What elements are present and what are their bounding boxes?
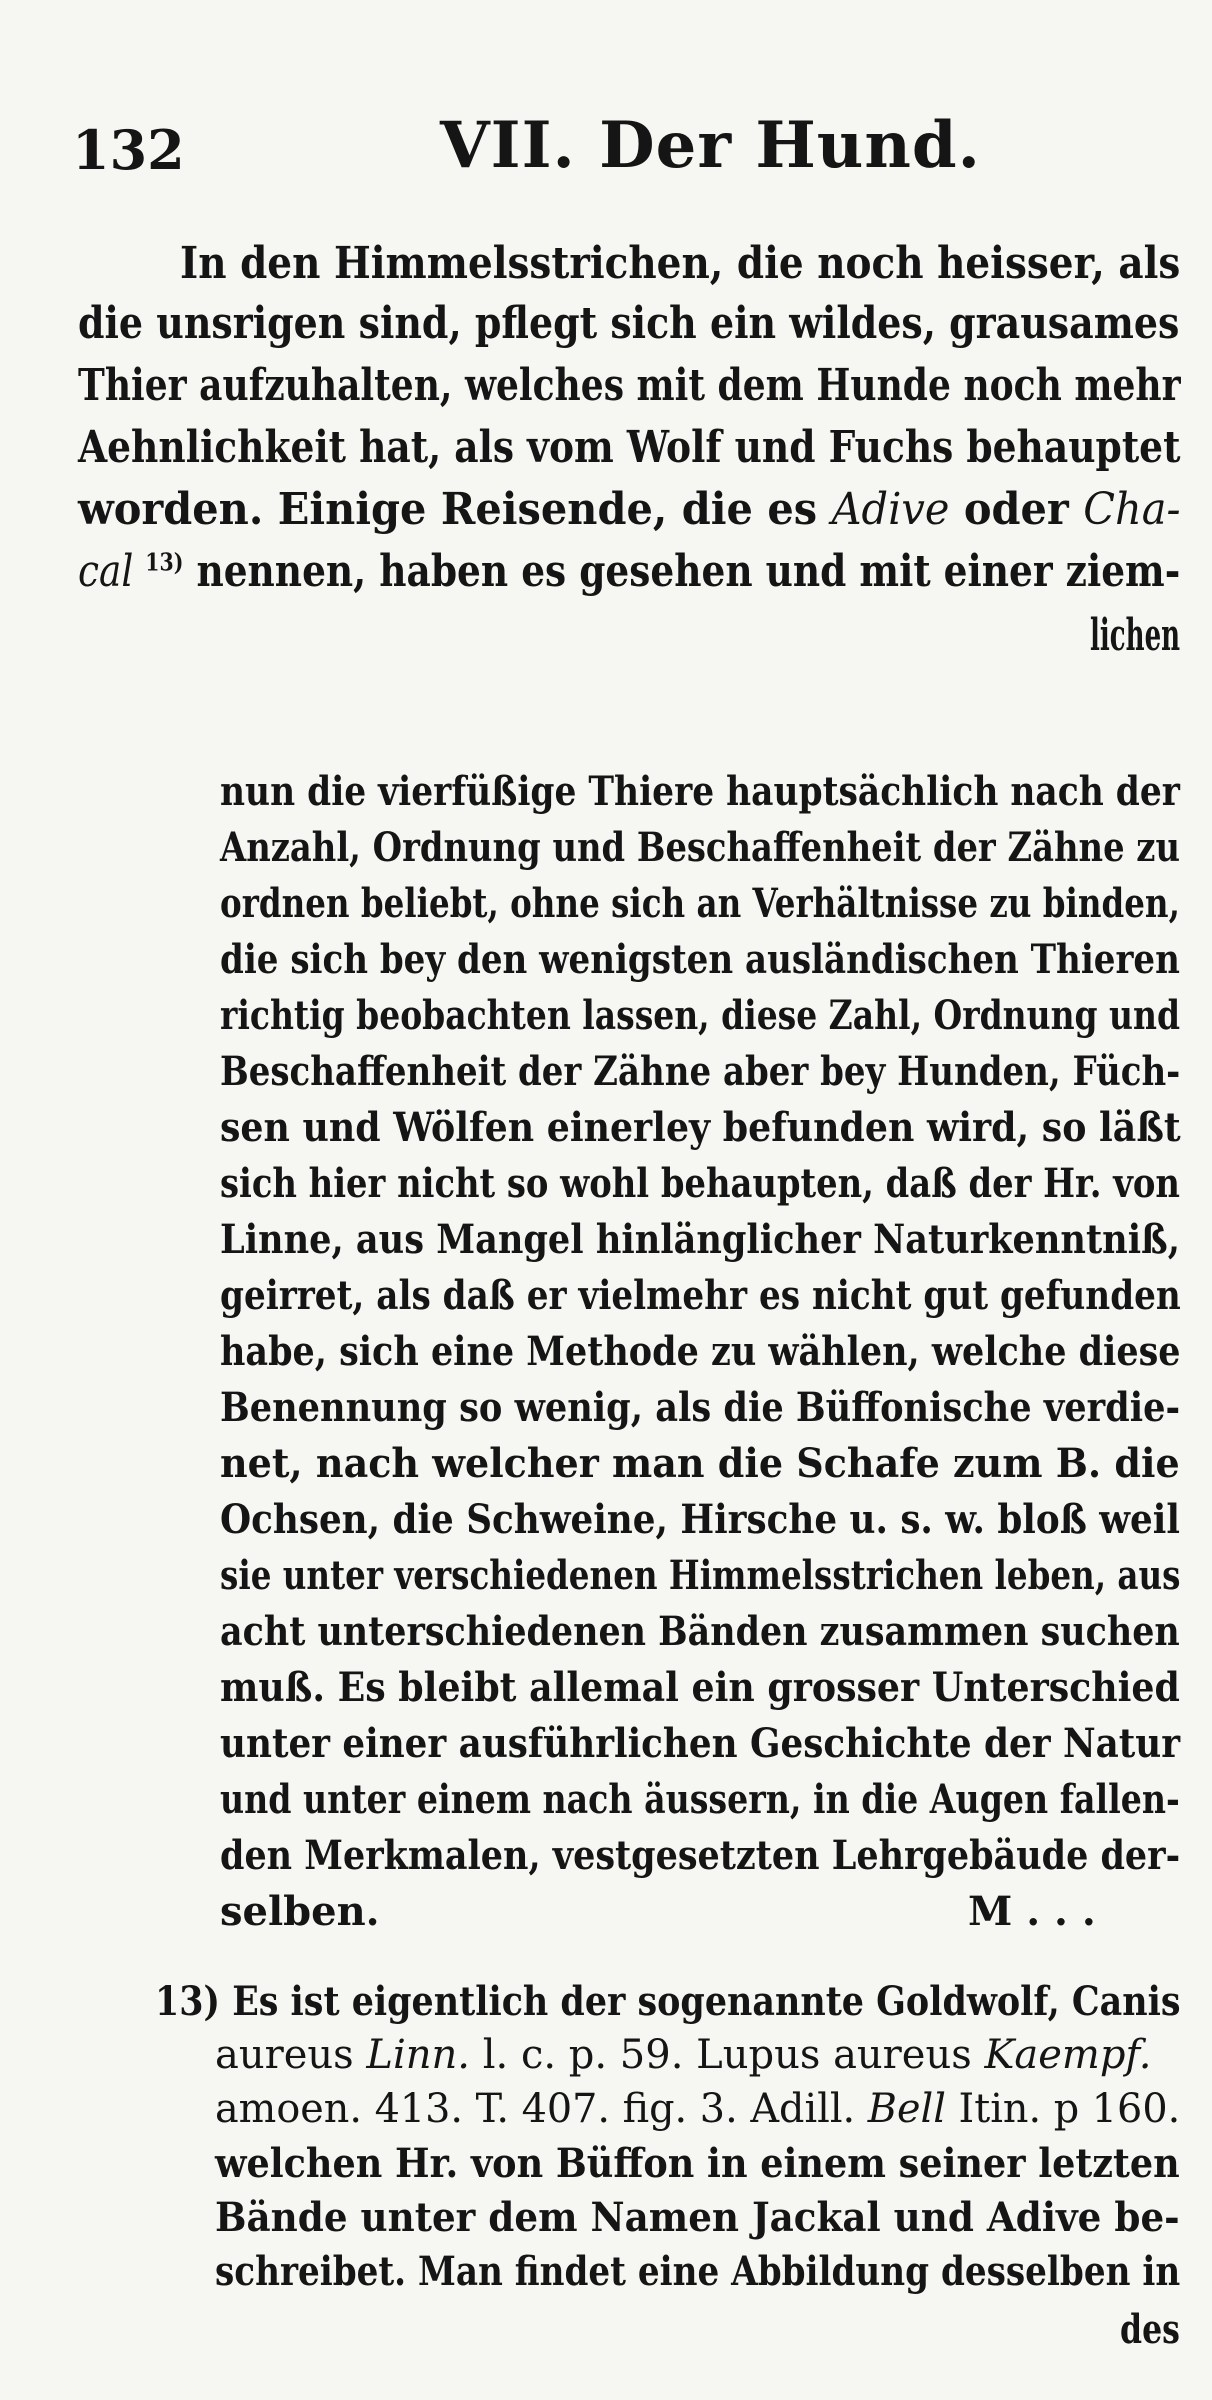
main-line: [78, 546, 1180, 597]
footnote-abbr: Bell: [867, 2086, 946, 2132]
catchword: M . . .: [968, 1888, 1096, 1935]
footnote-line: [215, 2140, 1180, 2187]
chapter-title: VII. Der Hund.: [440, 108, 981, 183]
note-line: die sich bey den wenigsten ausländischen Thieren: [220, 936, 1180, 983]
page-number: 132: [72, 118, 185, 182]
footnote-text: Itin. p 160.: [945, 2086, 1181, 2132]
note-line: acht unterschiedenen Bänden zusammen suchen: [220, 1608, 1180, 1655]
footnote-number: 13): [155, 1978, 221, 2025]
word-oder: oder: [949, 484, 1084, 535]
term-chacal-end: cal: [78, 546, 146, 597]
note-line: den Merkmalen, vestgesetzten Lehrgebäude der-: [220, 1832, 1181, 1879]
footnote-text: welchen Hr. von Büffon in einem seiner letzten: [215, 2140, 1180, 2187]
note-line: sich hier nicht so wohl behaupten, daß der Hr. von: [220, 1160, 1180, 1207]
term-chacal: Cha-: [1083, 484, 1181, 535]
note-line: Benennung so wenig, als die Büffonische verdie-: [220, 1384, 1181, 1431]
footnote-line: [155, 1978, 1181, 2025]
footnote-text: Es ist eigentlich der sogenannte Goldwolf, Canis: [220, 1978, 1181, 2025]
main-line-text: worden. Einige Reisende, die es: [78, 484, 832, 535]
footnote-text: Bände unter dem Namen Jackal und Adive be-: [215, 2194, 1180, 2241]
note-line: selben.: [220, 1888, 380, 1935]
footnote-ref: 13): [145, 547, 184, 577]
footnote-catchword: des: [1120, 2306, 1180, 2353]
footnote-line: [215, 2248, 1180, 2295]
main-line: [78, 484, 1180, 535]
note-line: Ochsen, die Schweine, Hirsche u. s. w. bloß weil: [220, 1496, 1180, 1543]
footnote-line: [215, 2086, 1180, 2132]
main-line: Thier aufzuhalten, welches mit dem Hunde noch mehr: [78, 360, 1181, 411]
main-line-text: nennen, haben es gesehen und mit einer ziem-: [183, 546, 1181, 597]
note-line: richtig beobachten lassen, diese Zahl, Ordnung und: [220, 992, 1181, 1039]
footnote-text: schreibet. Man findet eine Abbildung desselben in: [215, 2248, 1181, 2295]
main-line: Aehnlichkeit hat, als vom Wolf und Fuchs behauptet: [78, 422, 1181, 473]
note-line: net, nach welcher man die Schafe zum B. die: [220, 1440, 1180, 1487]
footnote-line: [215, 2032, 1152, 2078]
catchword: [1120, 2306, 1180, 2353]
note-line: nun die vierfüßige Thiere hauptsächlich nach der: [220, 768, 1180, 815]
footnote-text: amoen. 413. T. 407. fig. 3. Adill.: [215, 2086, 868, 2132]
footnote-abbr: Linn.: [366, 2032, 470, 2078]
main-line: die unsrigen sind, pflegt sich ein wildes, grausames: [78, 298, 1180, 349]
term-adive: Adive: [831, 484, 950, 535]
note-line: ordnen beliebt, ohne sich an Verhältnisse zu binden,: [220, 880, 1180, 927]
note-line: muß. Es bleibt allemal ein grosser Unterschied: [220, 1664, 1180, 1711]
footnote-abbr: Kaempf.: [984, 2032, 1152, 2078]
note-line: Anzahl, Ordnung und Beschaffenheit der Zähne zu: [220, 824, 1181, 871]
note-line: sie unter verschiedenen Himmelsstrichen leben, aus: [220, 1552, 1181, 1599]
note-line: sen und Wölfen einerley befunden wird, so läßt: [220, 1104, 1181, 1151]
note-line: Linne, aus Mangel hinlänglicher Naturkenntniß,: [220, 1216, 1180, 1263]
note-line: geirret, als daß er vielmehr es nicht gut gefunden: [220, 1272, 1181, 1319]
footnote-line: [215, 2194, 1180, 2241]
main-line-catch: lichen: [1090, 610, 1181, 661]
note-line: unter einer ausführlichen Geschichte der Natur: [220, 1720, 1181, 1767]
main-line: In den Himmelsstrichen, die noch heisser, als: [180, 238, 1181, 289]
note-line: und unter einem nach äussern, in die Augen fallen-: [220, 1776, 1180, 1823]
footnote-text: l. c. p. 59. Lupus aureus: [470, 2032, 985, 2078]
footnote-text: aureus: [215, 2032, 367, 2078]
note-line: Beschaffenheit der Zähne aber bey Hunden, Füch-: [220, 1048, 1181, 1095]
note-line: habe, sich eine Methode zu wählen, welche diese: [220, 1328, 1181, 1375]
